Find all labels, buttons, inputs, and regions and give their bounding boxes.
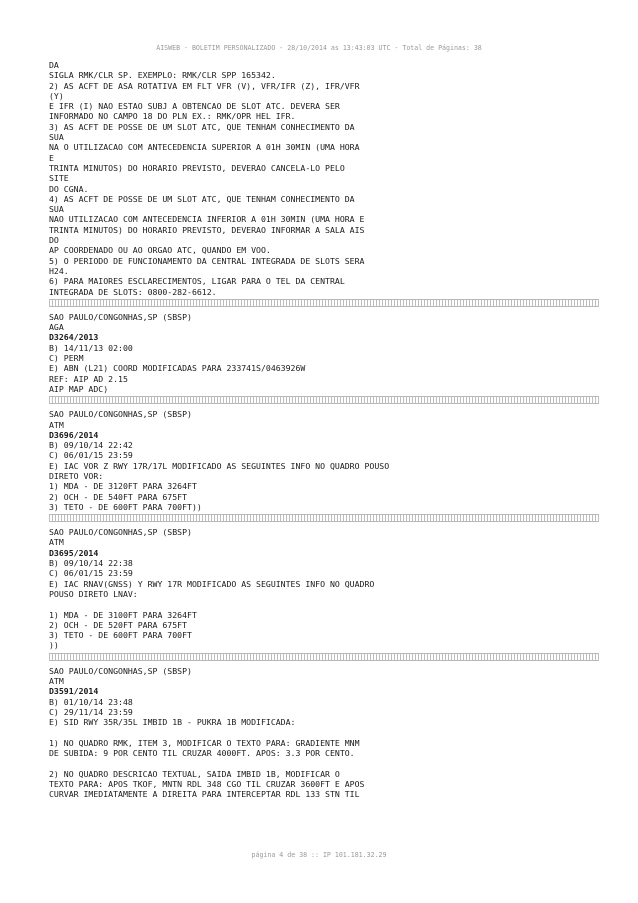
notam-line [49, 728, 599, 738]
notam-location: SAO PAULO/CONGONHAS,SP (SBSP) [49, 665, 192, 676]
notam-line: DE SUBIDA: 9 POR CENTO TIL CRUZAR 4000FT. APOS: 3.3 POR CENTO. [49, 748, 355, 759]
notam-line: 1) MDA - DE 3120FT PARA 3264FT [49, 481, 197, 492]
text-line: SUA [49, 204, 64, 215]
text-line: INTEGRADA DE SLOTS: 0800-282-6612. [49, 286, 217, 297]
text-line: TRINTA MINUTOS) DO HORARIO PREVISTO, DEVERAO CANCELA-LO PELO [49, 162, 345, 173]
notam-entry [49, 666, 599, 800]
page-footer: página 4 de 38 :: IP 101.181.32.29 [251, 851, 387, 859]
notam-line: C) PERM [49, 353, 84, 364]
notam-line: 3) TETO - DE 600FT PARA 700FT [49, 630, 192, 641]
text-line: 2) AS ACFT DE ASA ROTATIVA EM FLT VFR (V), VFR/IFR (Z), IFR/VFR [49, 80, 360, 91]
text-line: AP COORDENADO OU AO ORGAO ATC, QUANDO EM VOO. [49, 245, 271, 256]
text-line: DO CGNA. [49, 183, 89, 194]
notam-line: )) [49, 640, 59, 651]
notam-category: AGA [49, 322, 64, 333]
notam-separator [49, 299, 599, 307]
notam-line: B) 09/10/14 22:42 [49, 440, 133, 451]
notam-line: AIP MAP ADC) [49, 383, 109, 394]
notam-category: ATM [49, 419, 64, 430]
notam-id: D3695/2014 [49, 547, 99, 558]
notam-line: E) IAC RNAV(GNSS) Y RWY 17R MODIFICADO AS SEGUINTES INFO NO QUADRO [49, 578, 375, 589]
text-line: NAO UTILIZACAO COM ANTECEDENCIA INFERIOR A 01H 30MIN (UMA HORA E [49, 214, 365, 225]
notam-location: SAO PAULO/CONGONHAS,SP (SBSP) [49, 527, 192, 538]
text-line: (Y) [49, 90, 64, 101]
notam-line: B) 14/11/13 02:00 [49, 342, 133, 353]
text-line: 5) O PERIODO DE FUNCIONAMENTO DA CENTRAL INTEGRADA DE SLOTS SERA [49, 255, 365, 266]
notam-line: 2) OCH - DE 540FT PARA 675FT [49, 491, 188, 502]
notam-entry [49, 312, 599, 394]
notam-line [49, 758, 599, 768]
bulletin-content [49, 60, 599, 800]
notam-line: 2) NO QUADRO DESCRICAO TEXTUAL, SAIDA IMBID 1B, MODIFICAR O [49, 768, 340, 779]
text-line: E [49, 152, 54, 163]
notam-line [49, 599, 599, 609]
text-line: SIGLA RMK/CLR SP. EXEMPLO: RMK/CLR SPP 165342. [49, 70, 276, 81]
notam-line: 1) NO QUADRO RMK, ITEM 3, MODIFICAR O TEXTO PARA: GRADIENTE MNM [49, 737, 360, 748]
notam-line: C) 06/01/15 23:59 [49, 568, 133, 579]
notam-line: E) SID RWY 35R/35L IMBID 1B - PUKRA 1B MODIFICADA: [49, 717, 296, 728]
notam-entry [49, 527, 599, 651]
intro-block [49, 60, 599, 297]
notam-separator [49, 653, 599, 661]
notam-category: ATM [49, 537, 64, 548]
notam-line: 3) TETO - DE 600FT PARA 700FT)) [49, 501, 202, 512]
notam-line: POUSO DIRETO LNAV: [49, 588, 138, 599]
notam-location: SAO PAULO/CONGONHAS,SP (SBSP) [49, 311, 192, 322]
text-line: DA [49, 60, 59, 70]
text-line: INFORMADO NO CAMPO 18 DO PLN EX.: RMK/OPR HEL IFR. [49, 111, 296, 122]
notam-line: 2) OCH - DE 520FT PARA 675FT [49, 619, 188, 630]
notam-line: REF: AIP AD 2.15 [49, 373, 128, 384]
text-line: E IFR (I) NAO ESTAO SUBJ A OBTENCAO DE SLOT ATC. DEVERA SER [49, 101, 340, 112]
notam-line: CURVAR IMEDIATAMENTE A DIREITA PARA INTERCEPTAR RDL 133 STN TIL [49, 789, 360, 800]
text-line: 3) AS ACFT DE POSSE DE UM SLOT ATC, QUE TENHAM CONHECIMENTO DA [49, 121, 355, 132]
notam-line: B) 09/10/14 22:38 [49, 558, 133, 569]
notam-line: C) 29/11/14 23:59 [49, 706, 133, 717]
notam-category: ATM [49, 676, 64, 687]
notam-location: SAO PAULO/CONGONHAS,SP (SBSP) [49, 409, 192, 420]
text-line: SUA [49, 132, 64, 143]
notam-separator [49, 514, 599, 522]
notam-entry [49, 409, 599, 512]
notam-line: 1) MDA - DE 3100FT PARA 3264FT [49, 609, 197, 620]
notam-line: E) ABN (L21) COORD MODIFICADAS PARA 233741S/0463926W [49, 363, 306, 374]
text-line: NA O UTILIZACAO COM ANTECEDENCIA SUPERIOR A 01H 30MIN (UMA HORA [49, 142, 360, 153]
text-line: 4) AS ACFT DE POSSE DE UM SLOT ATC, QUE TENHAM CONHECIMENTO DA [49, 193, 355, 204]
notam-line: DIRETO VOR: [49, 470, 104, 481]
notam-id: D3591/2014 [49, 686, 99, 697]
text-line: 6) PARA MAIORES ESCLARECIMENTOS, LIGAR PARA O TEL DA CENTRAL [49, 276, 345, 287]
text-line: DO [49, 235, 59, 246]
page-header: AISWEB - BOLETIM PERSONALIZADO - 28/10/2014 as 13:43:03 UTC - Total de Páginas: 38 [156, 44, 482, 52]
text-line: SITE [49, 173, 69, 184]
notam-id: D3696/2014 [49, 429, 99, 440]
notam-id: D3264/2013 [49, 332, 99, 343]
notam-line: C) 06/01/15 23:59 [49, 450, 133, 461]
notam-separator [49, 396, 599, 404]
notam-line: TEXTO PARA: APOS TKOF, MNTN RDL 348 CGO TIL CRUZAR 3600FT E APOS [49, 779, 365, 789]
notam-line: E) IAC VOR Z RWY 17R/17L MODIFICADO AS SEGUINTES INFO NO QUADRO POUSO [49, 460, 390, 471]
notam-line: B) 01/10/14 23:48 [49, 696, 133, 707]
text-line: H24. [49, 265, 69, 276]
text-line: TRINTA MINUTOS) DO HORARIO PREVISTO, DEVERAO INFORMAR A SALA AIS [49, 224, 365, 235]
